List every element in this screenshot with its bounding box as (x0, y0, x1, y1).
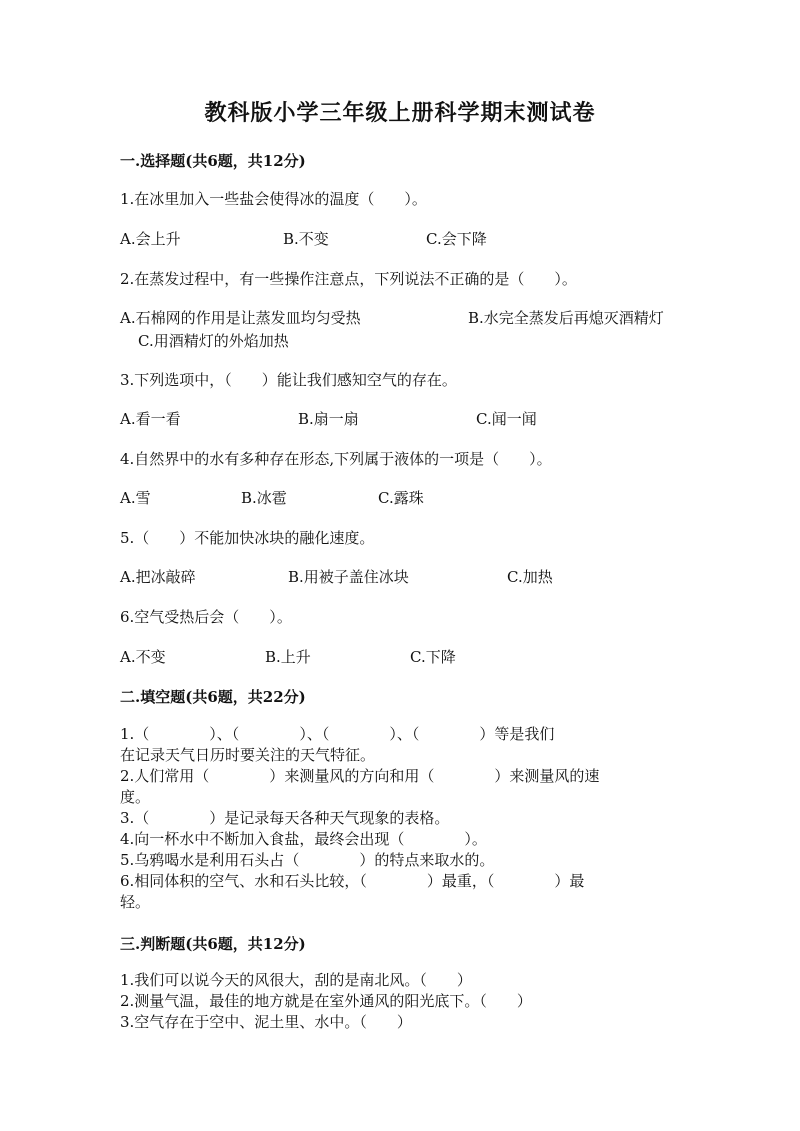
fill-line: 2.人们常用（ ）来测量风的方向和用（ ）来测量风的速 (120, 767, 600, 785)
fill-line: 3.（ ）是记录每天各种天气现象的表格。 (120, 809, 450, 827)
option-a: A.雪 (120, 489, 151, 507)
judge-line: 3.空气存在于空中、泥土里、水中。（ ） (120, 1013, 412, 1031)
option-c: C.会下降 (426, 230, 487, 248)
fill-in-questions (120, 724, 675, 913)
option-b: B.冰雹 (241, 489, 287, 507)
option-b: B.上升 (265, 648, 311, 666)
option-c: C.加热 (507, 568, 553, 586)
option-a: A.把冰敲碎 (120, 568, 196, 586)
judge-line: 2.测量气温，最佳的地方就是在室外通风的阳光底下。（ ） (120, 992, 532, 1010)
judge-line: 1.我们可以说今天的风很大，刮的是南北风。（ ） (120, 971, 472, 989)
option-c: C.用酒精灯的外焰加热 (138, 332, 289, 350)
fill-line: 度。 (120, 788, 151, 806)
fill-line: 5.乌鸦喝水是利用石头占（ ）的特点来取水的。 (120, 851, 495, 869)
option-b: B.不变 (283, 230, 329, 248)
question-3: 3.下列选项中，（ ）能让我们感知空气的存在。 (120, 371, 457, 389)
options-q5 (120, 566, 690, 586)
option-a: A.不变 (120, 648, 166, 666)
options-q4 (120, 487, 690, 507)
question-1: 1.在冰里加入一些盐会使得冰的温度（ ）。 (120, 190, 427, 208)
section-heading-choice: 一.选择题(共6题，共12分) (120, 152, 306, 170)
question-4: 4.自然界中的水有多种存在形态,下列属于液体的一项是（ ）。 (120, 450, 552, 468)
section-heading-fill: 二.填空题(共6题，共22分) (120, 688, 306, 706)
option-b: B.水完全蒸发后再熄灭酒精灯 (468, 309, 664, 327)
options-q1 (120, 228, 690, 248)
option-b: B.扇一扇 (298, 410, 359, 428)
fill-line: 在记录天气日历时要关注的天气特征。 (120, 746, 376, 764)
fill-line: 6.相同体积的空气、水和石头比较，（ ）最重，（ ）最 (120, 872, 585, 890)
options-q6 (120, 646, 690, 666)
option-a: A.看一看 (120, 410, 181, 428)
fill-line: 4.向一杯水中不断加入食盐，最终会出现（ ）。 (120, 830, 487, 848)
option-c: C.露珠 (378, 489, 424, 507)
question-2: 2.在蒸发过程中，有一些操作注意点，下列说法不正确的是（ ）。 (120, 270, 577, 288)
fill-line: 1.（ ）、（ ）、（ ）、（ ）等是我们 (120, 725, 555, 743)
page-title: 教科版小学三年级上册科学期末测试卷 (204, 100, 596, 126)
section-heading-judge: 三.判断题(共6题，共12分) (120, 935, 306, 953)
fill-line: 轻。 (120, 893, 151, 911)
options-q3 (120, 408, 690, 428)
option-c: C.闻一闻 (476, 410, 537, 428)
option-c: C.下降 (410, 648, 456, 666)
question-6: 6.空气受热后会（ ）。 (120, 608, 292, 626)
option-b: B.用被子盖住冰块 (288, 568, 409, 586)
option-a: A.石棉网的作用是让蒸发皿均匀受热 (120, 309, 361, 327)
question-5: 5.（ ）不能加快冰块的融化速度。 (120, 529, 375, 547)
judge-questions (120, 970, 532, 1033)
option-a: A.会上升 (120, 230, 181, 248)
options-q2 (120, 307, 690, 327)
